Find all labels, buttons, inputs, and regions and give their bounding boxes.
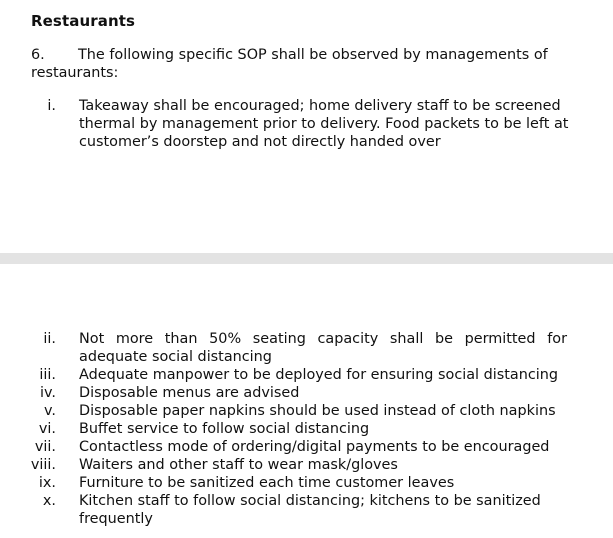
- page-break-divider: [0, 253, 613, 264]
- item-numeral: ii.: [43, 331, 56, 347]
- item-numeral: vii.: [34, 439, 56, 455]
- item-text: Kitchen staff to follow social distancing; kitchens to be sanitized frequently: [79, 493, 541, 527]
- item-text: Takeaway shall be encouraged; home delivery staff to be screened thermal by management prior to delivery. Food packets to be left at customer’s doorstep and not directly handed over: [79, 98, 569, 150]
- item-text: Buffet service to follow social distancing: [79, 421, 370, 437]
- item-numeral: x.: [42, 493, 56, 509]
- item-numeral: viii.: [30, 457, 56, 473]
- item-numeral: ix.: [38, 475, 56, 491]
- intro-paragraph: [31, 46, 571, 82]
- item-text: Waiters and other staff to wear mask/gloves: [79, 457, 398, 473]
- item-text: Disposable paper napkins should be used instead of cloth napkins: [79, 403, 556, 419]
- item-numeral: iv.: [40, 385, 56, 401]
- paragraph-number: 6.: [31, 47, 45, 63]
- item-numeral: iii.: [39, 367, 56, 383]
- item-numeral: vi.: [38, 421, 56, 437]
- item-text: Adequate manpower to be deployed for ensuring social distancing: [79, 367, 559, 383]
- item-text: Furniture to be sanitized each time customer leaves: [79, 475, 455, 491]
- item-text: Not more than 50% seating capacity shall be permitted for adequate social distancing: [79, 331, 567, 365]
- item-text: Contactless mode of ordering/digital payments to be encouraged: [79, 439, 550, 455]
- section-heading: Restaurants: [31, 12, 136, 30]
- paragraph-text: The following specific SOP shall be observed by managements of restaurants:: [31, 47, 548, 81]
- item-numeral: v.: [44, 403, 56, 419]
- item-text: Disposable menus are advised: [79, 385, 300, 401]
- item-numeral: i.: [47, 98, 56, 114]
